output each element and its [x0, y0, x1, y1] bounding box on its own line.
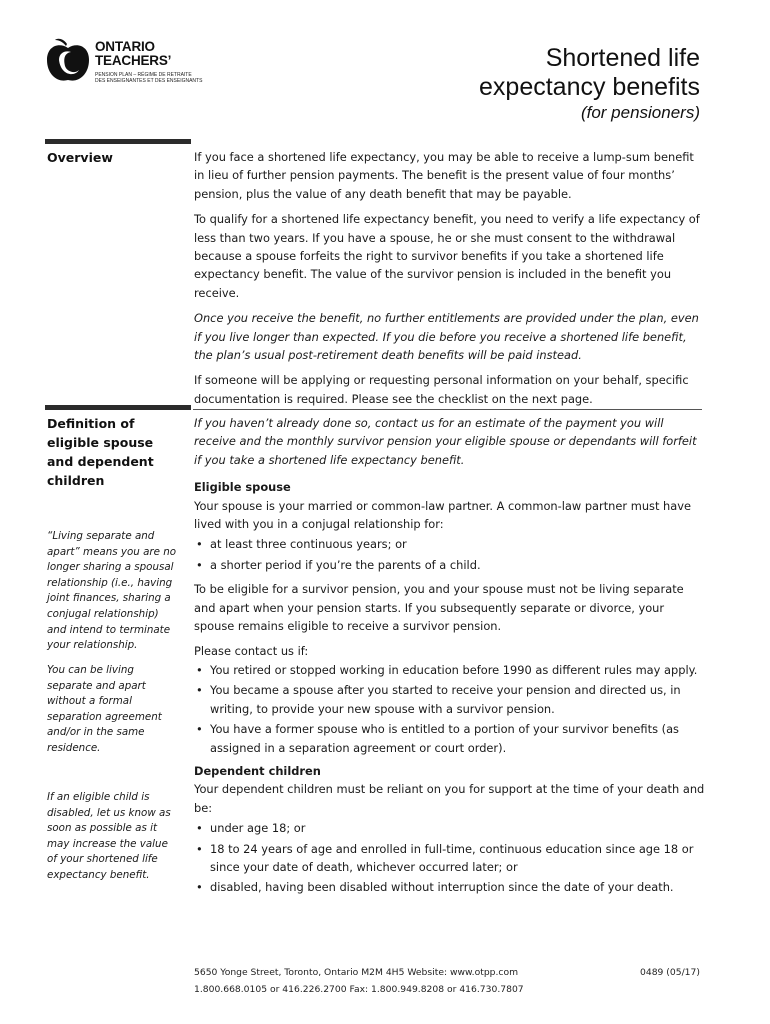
logo-sub-line2: DES ENSEIGNANTES ET DES ENSEIGNANTS [95, 78, 203, 84]
definition-body [194, 414, 706, 899]
overview-paragraph-1: If you face a shortened life expectancy, you may be able to receive a lump-sum benefit in lieu of further pension payments. The benefit is the present value of four months’ pension, plus the value of any death benefit that may be payable. [194, 150, 694, 201]
logo-line-ontario: ONTARIO [95, 39, 155, 54]
section-rule-overview [45, 139, 191, 144]
dependent-children-paragraph: Your dependent children must be reliant on you for support at the time of your death and be: [194, 782, 705, 815]
list-item: • disabled, having been disabled without interruption since the date of your death. [194, 878, 706, 896]
sidenote-living-separate: “Living separate and apart” means you are no longer sharing a spousal relationship (i.e., having joint finances, sharing a conjugal relationship) and intend to terminate your relationship. [47, 530, 177, 652]
overview-heading: Overview [47, 150, 113, 165]
contact-lead: Please contact us if: [194, 644, 309, 659]
logo-subtitle [95, 72, 205, 84]
title-line2: expectancy benefits [479, 73, 700, 101]
eligible-spouse-paragraph-2: To be eligible for a survivor pension, you and your spouse must not be living separate and apart when your pension starts. If you subsequently separate or divorce, your spouse remains eligible to receive a survivor pension. [194, 582, 684, 634]
footer-phone-line: 1.800.668.0105 or 416.226.2700 Fax: 1.800.949.8208 or 416.730.7807 [194, 983, 524, 995]
logo-sub-line1: PENSION PLAN – RÉGIME DE RETRAITE [95, 72, 192, 78]
eligible-spouse-list [194, 535, 706, 574]
title-block [479, 44, 700, 124]
footer-address-line: 5650 Yonge Street, Toronto, Ontario M2M 4H5 Website: www.otpp.com [194, 967, 519, 978]
contact-list [194, 661, 706, 757]
list-item: • a shorter period if you’re the parents of a child. [194, 556, 706, 574]
logo-line-teachers: TEACHERS’ [95, 53, 172, 68]
list-item: • at least three continuous years; or [194, 535, 706, 553]
list-item: • 18 to 24 years of age and enrolled in full-time, continuous education since age 18 or since your date of death, whichever occurred later; or [194, 840, 706, 877]
sidenote-disabled-child: If an eligible child is disabled, let us know as soon as possible as it may increase the value of your shortened life expectancy benefit. [47, 791, 171, 881]
title-line1: Shortened life [545, 44, 700, 72]
page-subtitle: (for pensioners) [580, 103, 700, 122]
section-rule-definition-right [193, 409, 702, 410]
overview-body [194, 148, 706, 415]
section-rule-definition [45, 405, 191, 410]
overview-paragraph-3: Once you receive the benefit, no further entitlements are provided under the plan, even if you live longer than expected. If you die before you receive a shortened life benefit, the plan’s usual post-retirement death benefits will be paid instead. [194, 311, 699, 363]
definition-heading: Definition of eligible spouse and dependent children [47, 416, 154, 488]
overview-paragraph-2: To qualify for a shortened life expectancy benefit, you need to verify a life expectancy of less than two years. If you have a spouse, he or she must consent to the withdrawal because a spouse forfeits the right to survivor benefits if you take a shortened life expectancy benefit. The value of the survivor pension is included in the benefit you receive. [194, 212, 700, 300]
dependent-children-heading: Dependent children [194, 763, 321, 778]
form-number: 0489 (05/17) [640, 967, 700, 978]
page-title [479, 44, 700, 102]
sidenote-separation-agreement: You can be living separate and apart without a formal separation agreement and/or in the same residence. [47, 664, 162, 754]
logo-wordmark [95, 40, 171, 68]
footer-contact [194, 965, 524, 998]
list-item: • under age 18; or [194, 819, 706, 837]
eligible-spouse-heading: Eligible spouse [194, 480, 291, 495]
apple-logo-icon [45, 36, 91, 84]
list-item: • You became a spouse after you started to receive your pension and directed us, in writing, to provide your new spouse with a survivor pension. [194, 681, 706, 718]
eligible-spouse-paragraph-1: Your spouse is your married or common-law partner. A common-law partner must have lived with you in a conjugal relationship for: [194, 498, 692, 532]
dependent-children-list [194, 819, 706, 897]
definition-intro: If you haven’t already done so, contact us for an estimate of the payment you will receive and the monthly survivor pension your eligible spouse or dependants will forfeit if you take a shortened life expectancy benefit. [194, 416, 697, 467]
list-item: • You have a former spouse who is entitled to a portion of your survivor benefits (as assigned in a separation agreement or court order). [194, 720, 706, 757]
otpp-logo [45, 36, 205, 88]
overview-paragraph-4: If someone will be applying or requesting personal information on your behalf, specific documentation is required. Please see the checklist on the next page. [194, 373, 689, 406]
list-item: • You retired or stopped working in education before 1990 as different rules may apply. [194, 661, 706, 679]
